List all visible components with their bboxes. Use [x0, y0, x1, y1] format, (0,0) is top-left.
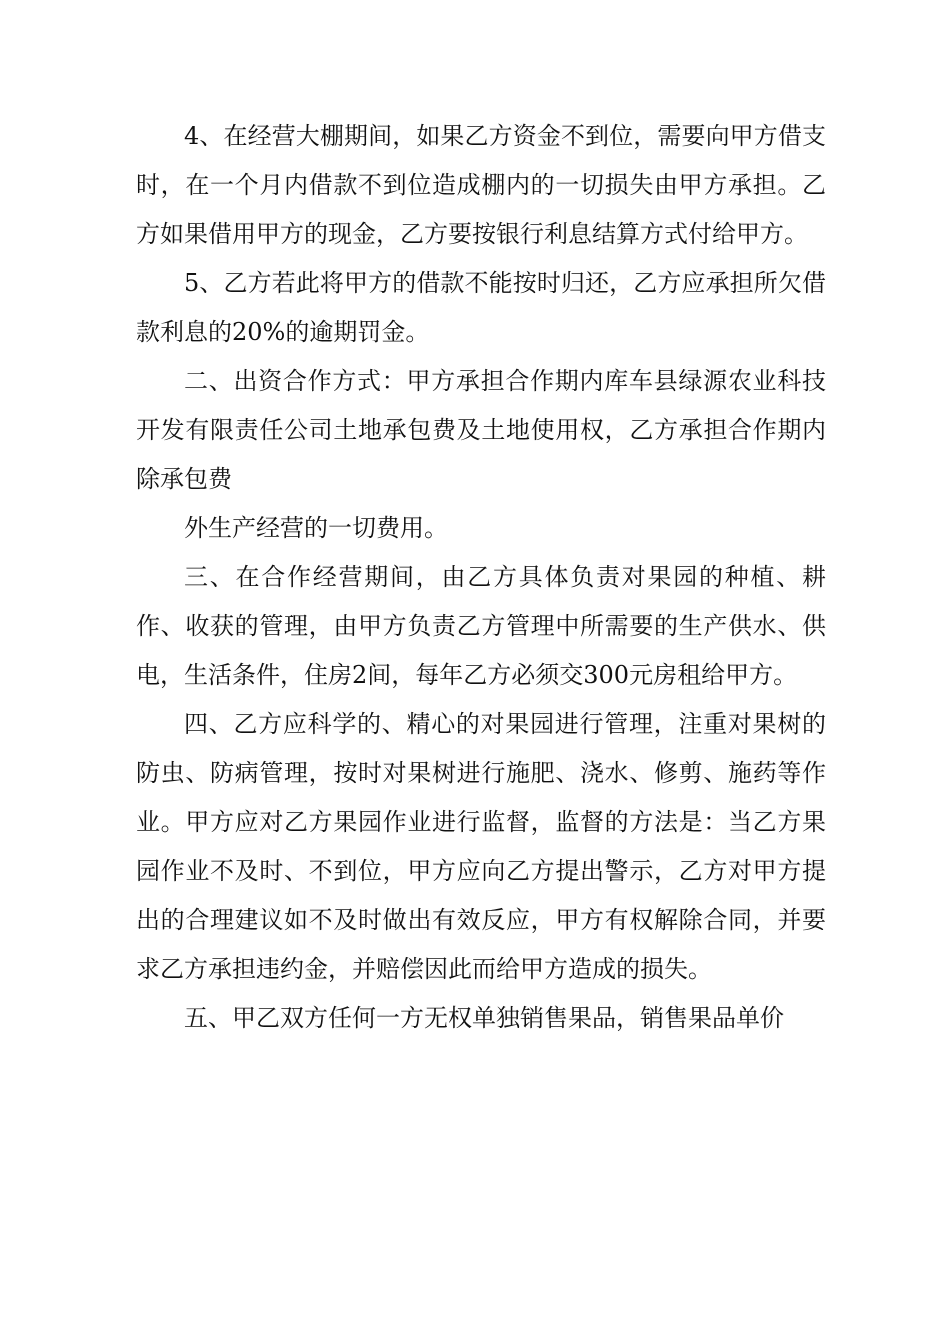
paragraph-loan-terms: 4、在经营大棚期间，如果乙方资金不到位，需要向甲方借支时，在一个月内借款不到位造成棚内的一切损失由甲方承担。乙方如果借用甲方的现金，乙方要按银行利息结算方式付给甲方。: [136, 122, 826, 248]
paragraph-cooperation-management: 三、在合作经营期间，由乙方具体负责对果园的种植、耕作、收获的管理，由甲方负责乙方管理中所需要的生产供水、供电，生活条件，住房2间，每年乙方必须交300元房租给甲方。: [136, 563, 826, 689]
paragraph-orchard-management: 四、乙方应科学的、精心的对果园进行管理，注重对果树的防虫、防病管理，按时对果树进行施肥、浇水、修剪、施药等作业。甲方应对乙方果园作业进行监督，监督的方法是：当乙方果园作业不及时、不到位，甲方应向乙方提出警示，乙方对甲方提出的合理建议如不及时做出有效反应，甲方有权解除合同，并要求乙方承担违约金，并赔偿因此而给甲方造成的损失。: [136, 710, 826, 983]
paragraph-investment-method: 二、出资合作方式：甲方承担合作期内库车县绿源农业科技开发有限责任公司土地承包费及土地使用权，乙方承担合作期内除承包费: [136, 367, 826, 493]
paragraph-sales-terms: 五、甲乙双方任何一方无权单独销售果品，销售果品单价: [184, 1004, 784, 1032]
paragraph-overdue-penalty: 5、乙方若此将甲方的借款不能按时归还，乙方应承担所欠借款利息的20%的逾期罚金。: [136, 269, 826, 346]
paragraph-production-costs: 外生产经营的一切费用。: [184, 514, 448, 542]
document-body: [136, 112, 826, 1043]
